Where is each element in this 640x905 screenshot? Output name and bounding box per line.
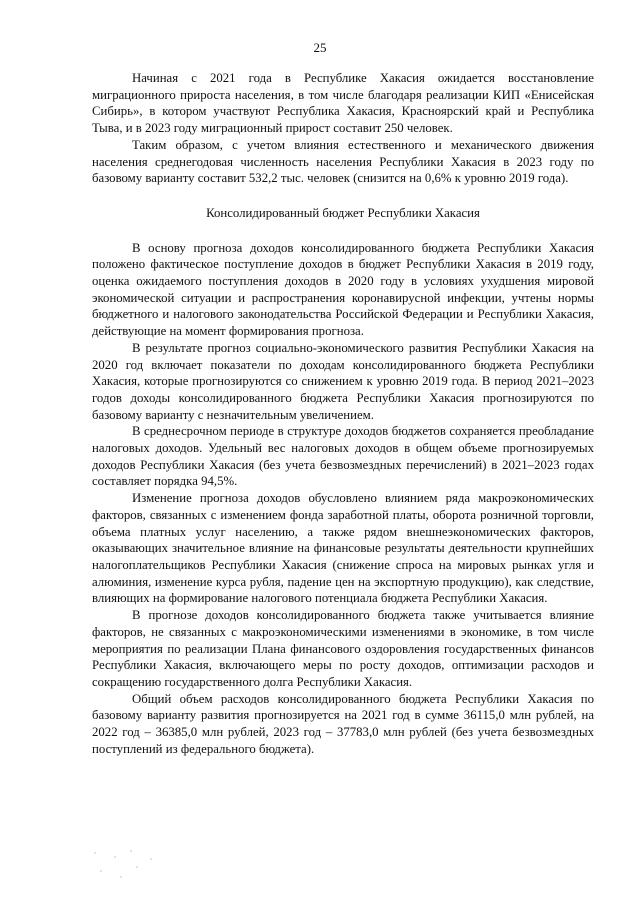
page-number: 25 — [313, 40, 327, 55]
paragraph-migration: Начиная с 2021 года в Республике Хакасия ожидается восстановление миграционного прироста населения, в том числе благодаря реализации КИП «Енисейская Сибирь», в котором участвуют Республика Хакасия, Красноярский край и Республика Тыва, и в 2023 году миграционный прирост составит 250 человек. — [92, 71, 594, 136]
paragraph-expenditures: Общий объем расходов консолидированного бюджета Республики Хакасия по базовому варианту развития прогнозируется на 2021 год в сумме 36115,0 млн рублей, на 2022 год – 36385,0 млн рублей, 2023 год – 37783,0 млн рублей (без учета безвозмездных поступлений из федерального бюджета). — [92, 691, 594, 756]
paragraph-revenue-basis: В основу прогноза доходов консолидированного бюджета Республики Хакасия положено фактическое поступление доходов в бюджет Республики Хакасия в 2019 году, оценка ожидаемого поступления доходов в 2020 году в условиях ухудшения мировой экономической ситуации и распространения коронавирусной инфекции, учтены нормы бюджетного и налогового законодательства Российской Федерации и Республики Хакасия, действующие на момент формирования прогноза. — [92, 240, 594, 339]
scan-artifacts — [92, 846, 232, 886]
paragraph-macro-factors: Изменение прогноза доходов обусловлено влиянием ряда макроэкономических факторов, связанных с изменением фонда заработной платы, оборота розничной торговли, объема платных услуг населению, а также рядом внешнеэкономических факторов, оказывающих значительное влияние на финансовые результаты деятельности крупнейших налогоплательщиков Республики Хакасия (снижение спроса на мировых рынках угля и алюминия, изменение курса рубля, падение цен на экспортную продукцию), как следствие, влияющих на формирование налогового потенциала бюджета Республики Хакасия. — [92, 491, 594, 606]
paragraph-tax-structure: В среднесрочном периоде в структуре доходов бюджетов сохраняется преобладание налоговых доходов. Удельный вес налоговых доходов в общем объеме прогнозируемых доходов Республики Хакасия (без учета безвозмездных перечислений) в 2021–2023 годах составляет порядка 94,5%. — [92, 424, 594, 489]
paragraph-population-forecast: Таким образом, с учетом влияния естественного и механического движения населения среднегодовая численность населения Республики Хакасия в 2023 году по базовому варианту составит 532,2 тыс. человек (снизится на 0,6% к уровню 2019 года). — [92, 137, 594, 186]
document-body — [92, 70, 594, 757]
paragraph-non-macro-factors: В прогнозе доходов консолидированного бюджета также учитывается влияние факторов, не связанных с макроэкономическими изменениями в экономике, в том числе мероприятия по реализации Плана финансового оздоровления государственных финансов Республики Хакасия, включающего меры по росту доходов, оптимизации расходов и сокращению государственного долга Республики Хакасия. — [92, 608, 594, 689]
paragraph-forecast-result: В результате прогноз социально-экономического развития Республики Хакасия на 2020 год включает показатели по доходам консолидированного бюджета Республики Хакасия, которые прогнозируются со снижением к уровню 2019 года. В период 2021–2023 годов доходы консолидированного бюджета Республики Хакасия прогнозируются по базовому варианту с незначительным увеличением. — [92, 340, 594, 422]
section-title: Консолидированный бюджет Республики Хакасия — [206, 205, 480, 220]
